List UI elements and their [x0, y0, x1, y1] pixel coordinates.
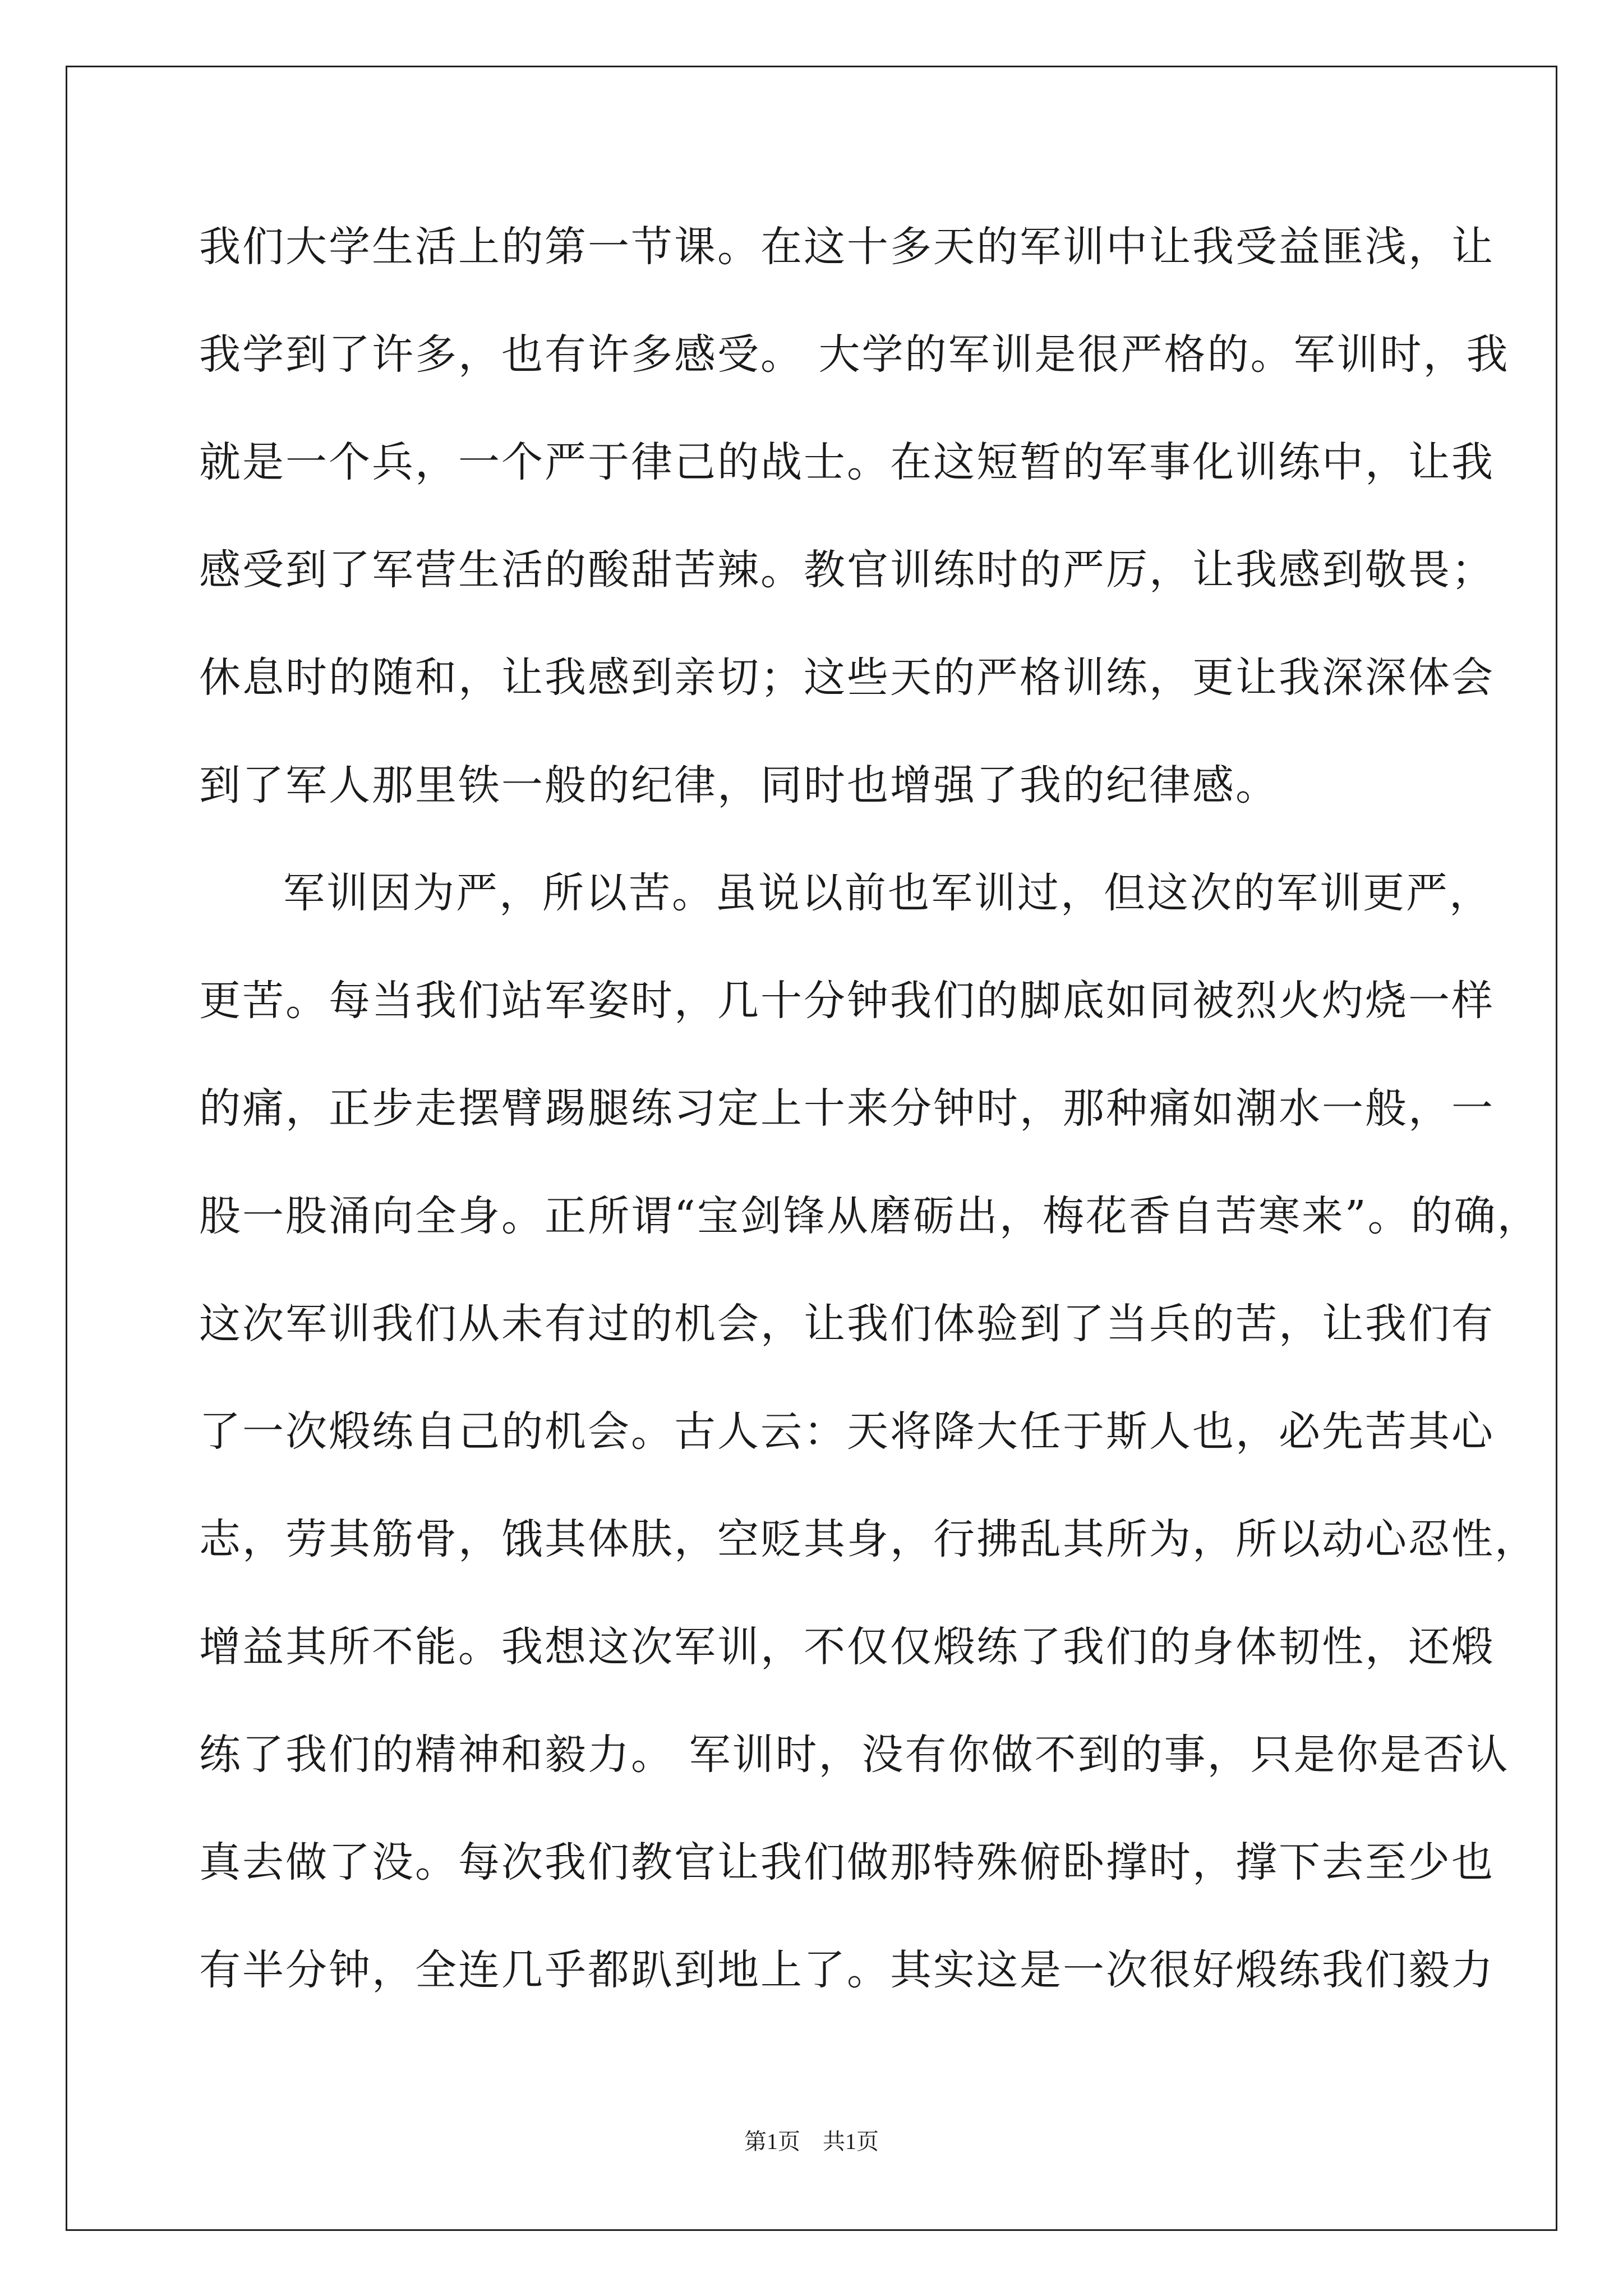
text-line: 就是一个兵，一个严于律己的战士。在这短暂的军事化训练中，让我	[199, 438, 1495, 486]
page-number: 第1页	[744, 2129, 800, 2154]
page-total: 共1页	[823, 2129, 879, 2154]
document-body	[199, 213, 1541, 2044]
text-line: 增益其所不能。我想这次军训，不仅仅煅练了我们的身体韧性，还煅	[199, 1623, 1495, 1671]
text-line: 到了军人那里铁一般的纪律，同时也增强了我的纪律感。	[199, 761, 1279, 809]
text-line: 我们大学生活上的第一节课。在这十多天的军训中让我受益匪浅，让	[199, 223, 1495, 271]
text-line: 真去做了没。每次我们教官让我们做那特殊俯卧撑时，撑下去至少也	[199, 1838, 1495, 1887]
text-line: 有半分钟，全连几乎都趴到地上了。其实这是一次很好煅练我们毅力	[199, 1946, 1495, 1994]
text-line: 的痛，正步走摆臂踢腿练习定上十来分钟时，那种痛如潮水一般，一	[199, 1084, 1495, 1133]
text-line: 了一次煅练自己的机会。古人云：天将降大任于斯人也，必先苦其心	[199, 1407, 1495, 1456]
text-line: 股一股涌向全身。正所谓“宝剑锋从磨砺出，梅花香自苦寒来”。的确，	[199, 1192, 1541, 1240]
text-line: 休息时的随和，让我感到亲切；这些天的严格训练，更让我深深体会	[199, 654, 1495, 702]
page-footer	[0, 2125, 1623, 2159]
text-line: 更苦。每当我们站军姿时，几十分钟我们的脚底如同被烈火灼烧一样	[199, 977, 1495, 1025]
text-line: 志，劳其筋骨，饿其体肤，空贬其身，行拂乱其所为，所以动心忍性，	[199, 1515, 1538, 1563]
text-line: 练了我们的精神和毅力。 军训时，没有你做不到的事，只是你是否认	[199, 1731, 1510, 1779]
paragraph-start-line: 军训因为严，所以苦。虽说以前也军训过，但这次的军训更严，	[283, 869, 1492, 917]
text-line: 我学到了许多，也有许多感受。 大学的军训是很严格的。军训时，我	[199, 330, 1510, 379]
text-line: 这次军训我们从未有过的机会，让我们体验到了当兵的苦，让我们有	[199, 1300, 1495, 1348]
text-line: 感受到了军营生活的酸甜苦辣。教官训练时的严厉，让我感到敬畏；	[199, 546, 1495, 594]
